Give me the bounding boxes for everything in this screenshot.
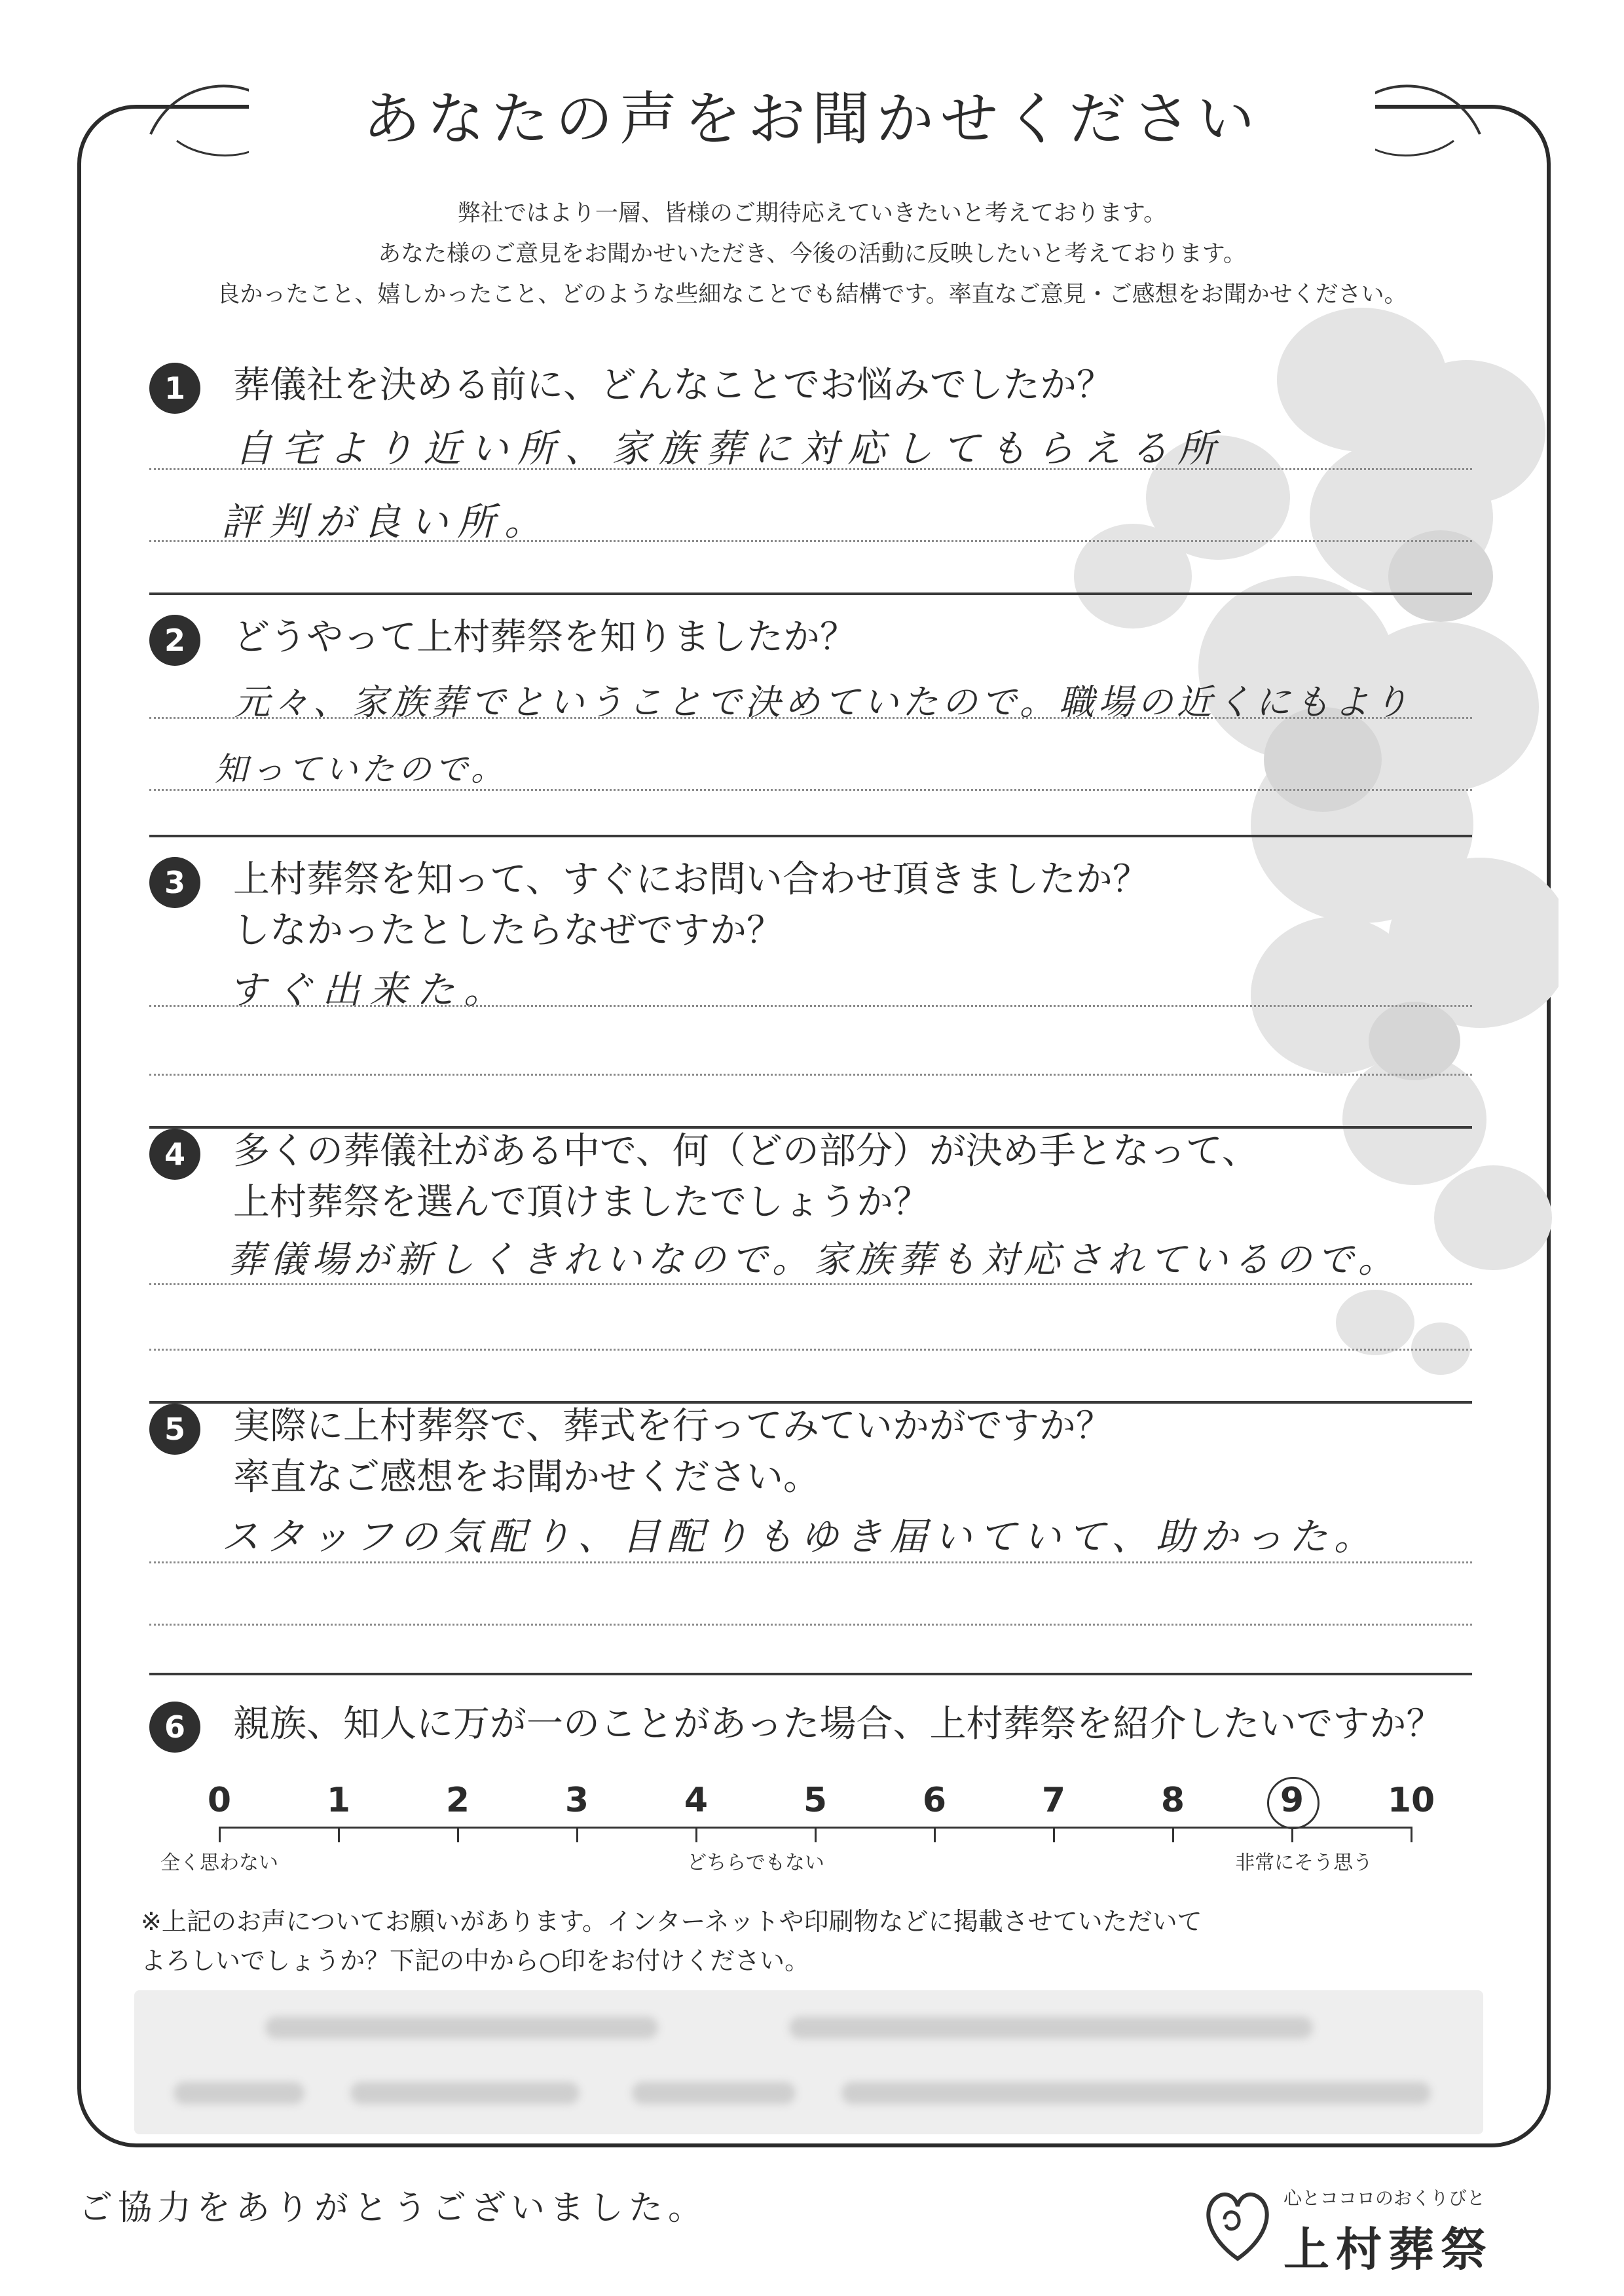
scale-tick [1411, 1827, 1412, 1842]
answer-line [149, 1074, 1472, 1076]
scale-number-5: 5 [803, 1781, 828, 1820]
question-text: 率直なご感想をお聞かせください。 [233, 1456, 820, 1499]
thanks-message: ご協力をありがとうございました。 [79, 2189, 708, 2228]
answer-line [149, 717, 1472, 719]
question-text: しなかったとしたらなぜですか？ [233, 909, 783, 952]
answer-line [149, 1624, 1472, 1626]
scale-label-mid: どちらでもない [687, 1851, 824, 1874]
logo-tagline: 心とココロのおくりびと [1283, 2187, 1486, 2209]
scale-number-4: 4 [684, 1781, 709, 1820]
answer-line [149, 1561, 1472, 1563]
question-number-badge: 5 [149, 1404, 200, 1455]
scale-tick [338, 1827, 340, 1842]
question-text: 実際に上村葬祭で、葬式を行ってみていかがですか？ [233, 1405, 1113, 1448]
section-divider [149, 835, 1472, 837]
scale-number-3: 3 [564, 1781, 589, 1820]
answer-line [149, 540, 1472, 542]
question-number-badge: 3 [149, 857, 200, 908]
selected-rating-circle [1267, 1777, 1320, 1829]
handwritten-answer: 評判が良い所。 [221, 500, 552, 544]
intro-text [131, 193, 1493, 315]
scale-number-10: 10 [1387, 1781, 1435, 1820]
answer-line [149, 468, 1472, 470]
question-text: 上村葬祭を知って、すぐにお問い合わせ頂きましたか？ [233, 858, 1149, 901]
scale-number-1: 1 [326, 1781, 351, 1820]
question-number-badge: 4 [149, 1129, 200, 1180]
scale-number-0: 0 [207, 1781, 232, 1820]
scale-tick [1053, 1827, 1055, 1842]
rating-scale [160, 1781, 1450, 1886]
page-title: あなたの声をお聞かせください [362, 85, 1261, 153]
note-line: よろしいでしょうか？下記の中から○印をお付けください。 [141, 1946, 810, 1975]
scale-tick [576, 1827, 578, 1842]
question-6 [149, 1699, 1472, 1750]
question-number-badge: 6 [149, 1702, 200, 1753]
answer-line [149, 1005, 1472, 1007]
publication-note [141, 1902, 1483, 1980]
handwritten-answer: 元々、家族葬でということで決めていたので。職場の近くにもより [234, 682, 1412, 723]
answer-line [149, 1283, 1472, 1285]
question-text: 葬儀社を決める前に、どんなことでお悩みでしたか？ [233, 364, 1113, 407]
question-text: 親族、知人に万が一のことがあった場合、上村葬祭を紹介したいですか？ [233, 1703, 1443, 1745]
scale-number-8: 8 [1160, 1781, 1185, 1820]
handwritten-answer: 知っていたので。 [215, 750, 507, 788]
scale-number-7: 7 [1041, 1781, 1066, 1820]
scale-label-low: 全く思わない [160, 1851, 278, 1874]
scale-label-high: 非常にそう思う [1235, 1851, 1373, 1874]
scale-number-2: 2 [445, 1781, 470, 1820]
scale-tick [1172, 1827, 1174, 1842]
handwritten-answer: すぐ出来た。 [228, 968, 511, 1012]
question-text: どうやって上村葬祭を知りましたか？ [233, 616, 857, 659]
redacted-consent-options [134, 1990, 1483, 2134]
question-number-badge: 2 [149, 615, 200, 666]
question-text: 上村葬祭を選んで頂けましたでしょうか？ [233, 1181, 930, 1224]
question-text: 多くの葬儀社がある中で、何（どの部分）が決め手となって、 [233, 1130, 1259, 1173]
question-1 [149, 360, 1472, 544]
intro-line: 良かったこと、嬉しかったこと、どのような些細なことでも結構です。率直なご意見・ご感想をお聞かせください。 [217, 282, 1407, 308]
handwritten-answer: 葬儀場が新しくきれいなので。家族葬も対応されているので。 [228, 1239, 1400, 1281]
question-4 [149, 1126, 1472, 1281]
question-3 [149, 854, 1472, 1012]
scale-number-6: 6 [922, 1781, 947, 1820]
answer-line [149, 789, 1472, 791]
scale-tick [695, 1827, 697, 1842]
question-2 [149, 612, 1472, 788]
handwritten-answer: 自宅より近い所、家族葬に対応してもらえる所 [234, 426, 1225, 471]
scale-number-9: 9 [1280, 1781, 1304, 1820]
company-logo [1198, 2180, 1565, 2276]
intro-line: あなた様のご意見をお聞かせいただき、今後の活動に反映したいと考えております。 [378, 241, 1246, 267]
handwritten-answer: スタッフの気配り、目配りもゆき届いていて、助かった。 [221, 1514, 1378, 1559]
section-divider [149, 1673, 1472, 1675]
section-divider [149, 592, 1472, 595]
intro-line: 弊社ではより一層、皆様のご期待応えていきたいと考えております。 [457, 200, 1167, 227]
scale-tick [815, 1827, 817, 1842]
scale-tick [457, 1827, 459, 1842]
heart-logo-icon [1198, 2180, 1277, 2272]
title-banner [249, 65, 1375, 164]
question-5 [149, 1401, 1472, 1559]
scale-tick [934, 1827, 936, 1842]
answer-line [149, 1349, 1472, 1351]
logo-company-name: 上村葬祭 [1283, 2222, 1493, 2276]
note-line: ※上記のお声についてお願いがあります。インターネットや印刷物などに掲載させていただいて [141, 1907, 1202, 1936]
question-number-badge: 1 [149, 363, 200, 414]
scale-tick [219, 1827, 221, 1842]
